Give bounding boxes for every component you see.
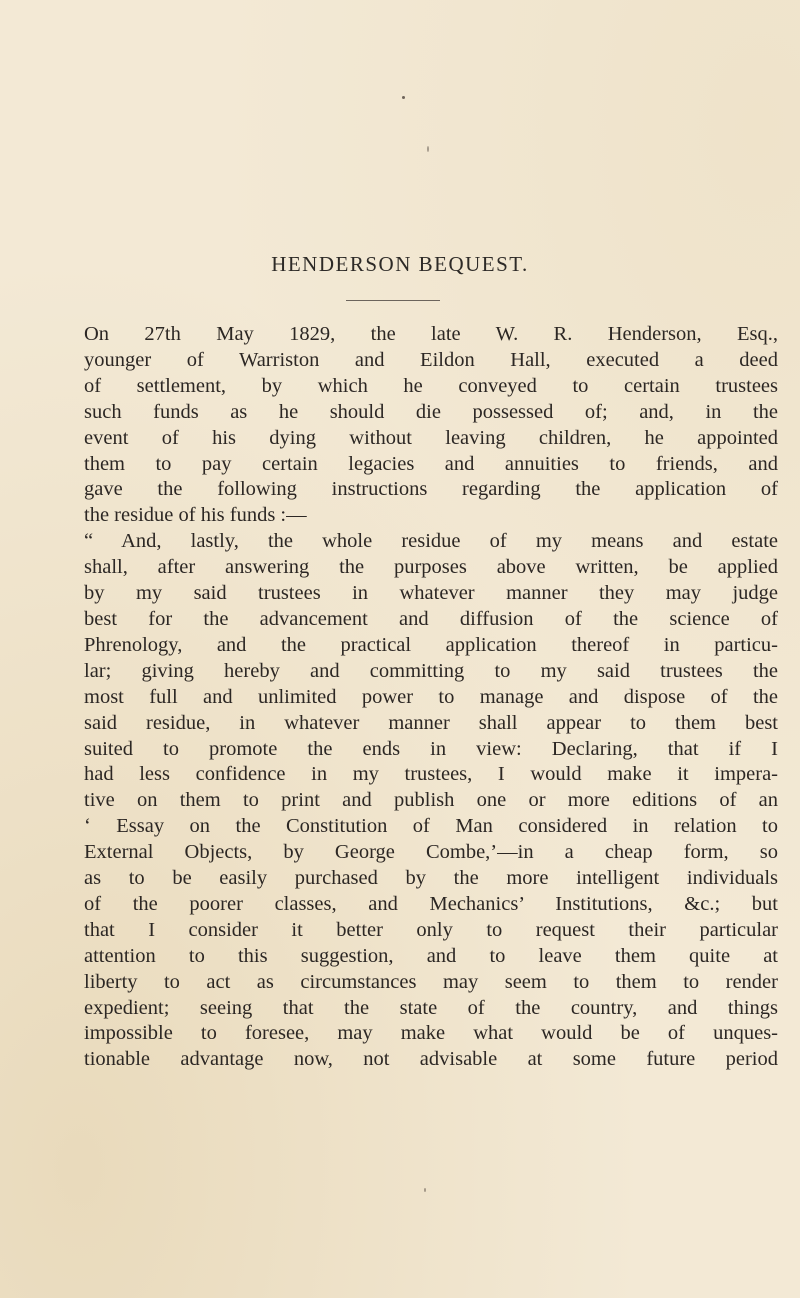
ink-speck xyxy=(427,146,429,152)
text-line: impossible to foresee, may make what would be of unques- xyxy=(84,1022,778,1045)
text-line: the residue of his funds :— xyxy=(84,504,307,527)
text-line: tionable advantage now, not advisable at some future period xyxy=(84,1048,778,1071)
text-line: younger of Warriston and Eildon Hall, executed a deed xyxy=(84,348,778,371)
text-line: tive on them to print and publish one or more editions of an xyxy=(84,789,778,812)
text-line: “ And, lastly, the whole residue of my means and estate xyxy=(84,530,778,553)
text-line: of the poorer classes, and Mechanics’ Institutions, &c.; but xyxy=(84,892,778,915)
page-title: HENDERSON BEQUEST. xyxy=(271,252,529,276)
text-line: by my said trustees in whatever manner they may judge xyxy=(84,582,778,605)
text-line: best for the advancement and diffusion of the science of xyxy=(84,607,778,630)
text-line: lar; giving hereby and committing to my said trustees the xyxy=(84,659,778,682)
text-line: event of his dying without leaving children, he appointed xyxy=(84,426,778,449)
ink-speck xyxy=(402,96,405,99)
text-line: had less confidence in my trustees, I would make it impera- xyxy=(84,763,778,786)
text-line: most full and unlimited power to manage and dispose of the xyxy=(84,685,778,708)
text-line: as to be easily purchased by the more intelligent individuals xyxy=(84,867,778,890)
text-line: liberty to act as circumstances may seem to them to render xyxy=(84,970,778,993)
text-line: that I consider it better only to request their particular xyxy=(84,918,778,941)
text-line: External Objects, by George Combe,’—in a cheap form, so xyxy=(84,841,778,864)
text-line: Phrenology, and the practical application thereof in particu- xyxy=(84,633,778,656)
title-rule xyxy=(346,300,440,301)
text-line: suited to promote the ends in view: Declaring, that if I xyxy=(84,737,778,760)
text-line: gave the following instructions regarding the application of xyxy=(84,478,778,501)
body-text xyxy=(84,322,778,1073)
text-line: expedient; seeing that the state of the country, and things xyxy=(84,996,778,1019)
text-line: attention to this suggestion, and to leave them quite at xyxy=(84,944,778,967)
text-line: shall, after answering the purposes above written, be applied xyxy=(84,556,778,579)
text-line: said residue, in whatever manner shall appear to them best xyxy=(84,711,778,734)
text-line: them to pay certain legacies and annuities to friends, and xyxy=(84,452,778,475)
text-line: On 27th May 1829, the late W. R. Henderson, Esq., xyxy=(84,323,778,345)
text-line: ‘ Essay on the Constitution of Man considered in relation to xyxy=(84,815,778,838)
ink-speck xyxy=(424,1188,426,1192)
text-line: of settlement, by which he conveyed to certain trustees xyxy=(84,374,778,397)
text-line: such funds as he should die possessed of; and, in the xyxy=(84,400,778,423)
